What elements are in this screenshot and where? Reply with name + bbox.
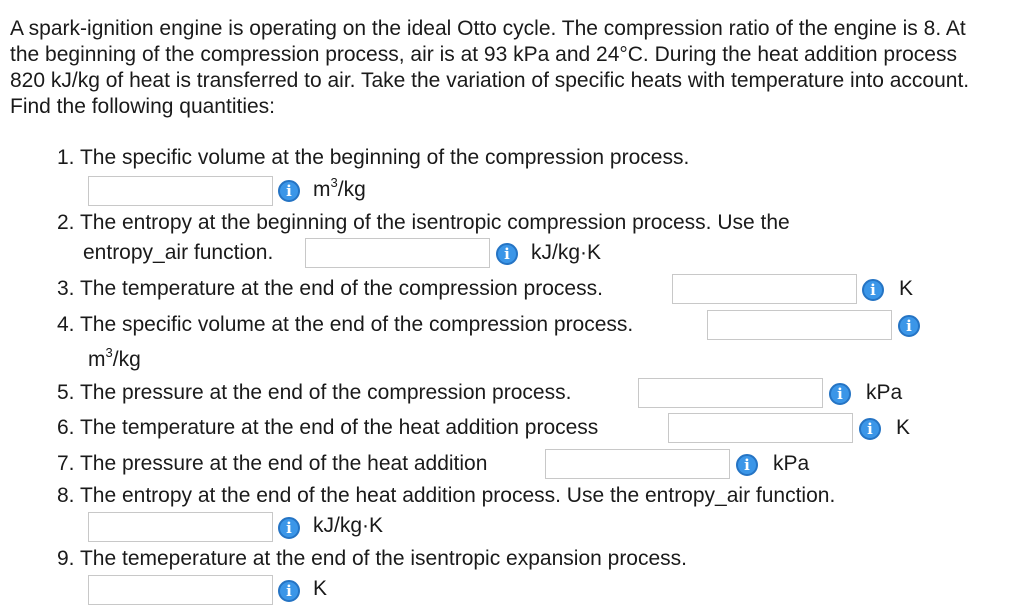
problem-statement: A spark-ignition engine is operating on the ideal Otto cycle. The compression ratio of the engine is 8. At the beginning of the compression process, air is at 93 kPa and 24°C. During the heat addition process 820 kJ/kg of heat is transferred to air. Take the variation of specific heats with temperature into account. Find the following quantities: xyxy=(10,17,970,118)
answer-6-input[interactable] xyxy=(668,413,853,443)
answer-1-input[interactable] xyxy=(88,176,273,206)
question-7-text: 7. The pressure at the end of the heat addition xyxy=(57,452,488,475)
unit-label-2: kJ/kg·K xyxy=(531,241,602,264)
answer-3-input[interactable] xyxy=(672,274,857,304)
question-3-text: 3. The temperature at the end of the compression process. xyxy=(57,277,603,300)
info-icon[interactable]: i xyxy=(278,180,300,202)
question-8-text: 8. The entropy at the end of the heat addition process. Use the entropy_air function. xyxy=(57,484,836,507)
unit-label-8: kJ/kg·K xyxy=(313,514,384,537)
info-icon[interactable]: i xyxy=(829,383,851,405)
answer-5-input[interactable] xyxy=(638,378,823,408)
answer-4-input[interactable] xyxy=(707,310,892,340)
answer-8-input[interactable] xyxy=(88,512,273,542)
question-1-text: 1. The specific volume at the beginning of the compression process. xyxy=(57,146,690,169)
info-icon[interactable]: i xyxy=(278,580,300,602)
info-icon[interactable]: i xyxy=(736,454,758,476)
question-2-text: 2. The entropy at the beginning of the isentropic compression process. Use the xyxy=(57,211,790,234)
unit-label-3: K xyxy=(899,277,914,300)
answer-9-input[interactable] xyxy=(88,575,273,605)
info-icon[interactable]: i xyxy=(859,418,881,440)
unit-label-6: K xyxy=(896,416,911,439)
question-5-text: 5. The pressure at the end of the compression process. xyxy=(57,381,572,404)
unit-label-5: kPa xyxy=(866,381,903,404)
answer-7-input[interactable] xyxy=(545,449,730,479)
unit-label-7: kPa xyxy=(773,452,810,475)
unit-label-1: $m^3/kg$ xyxy=(313,175,366,201)
info-icon[interactable]: i xyxy=(278,517,300,539)
unit-label-4: $m^3/kg$ xyxy=(88,345,141,371)
question-9-text: 9. The temeperature at the end of the isentropic expansion process. xyxy=(57,547,687,570)
info-icon[interactable]: i xyxy=(898,315,920,337)
info-icon[interactable]: i xyxy=(862,279,884,301)
question-2-text-cont: entropy_air function. xyxy=(83,241,274,264)
answer-2-input[interactable] xyxy=(305,238,490,268)
question-6-text: 6. The temperature at the end of the heat addition process xyxy=(57,416,599,439)
question-4-text: 4. The specific volume at the end of the compression process. xyxy=(57,313,634,336)
unit-label-9: K xyxy=(313,577,328,600)
info-icon[interactable]: i xyxy=(496,243,518,265)
